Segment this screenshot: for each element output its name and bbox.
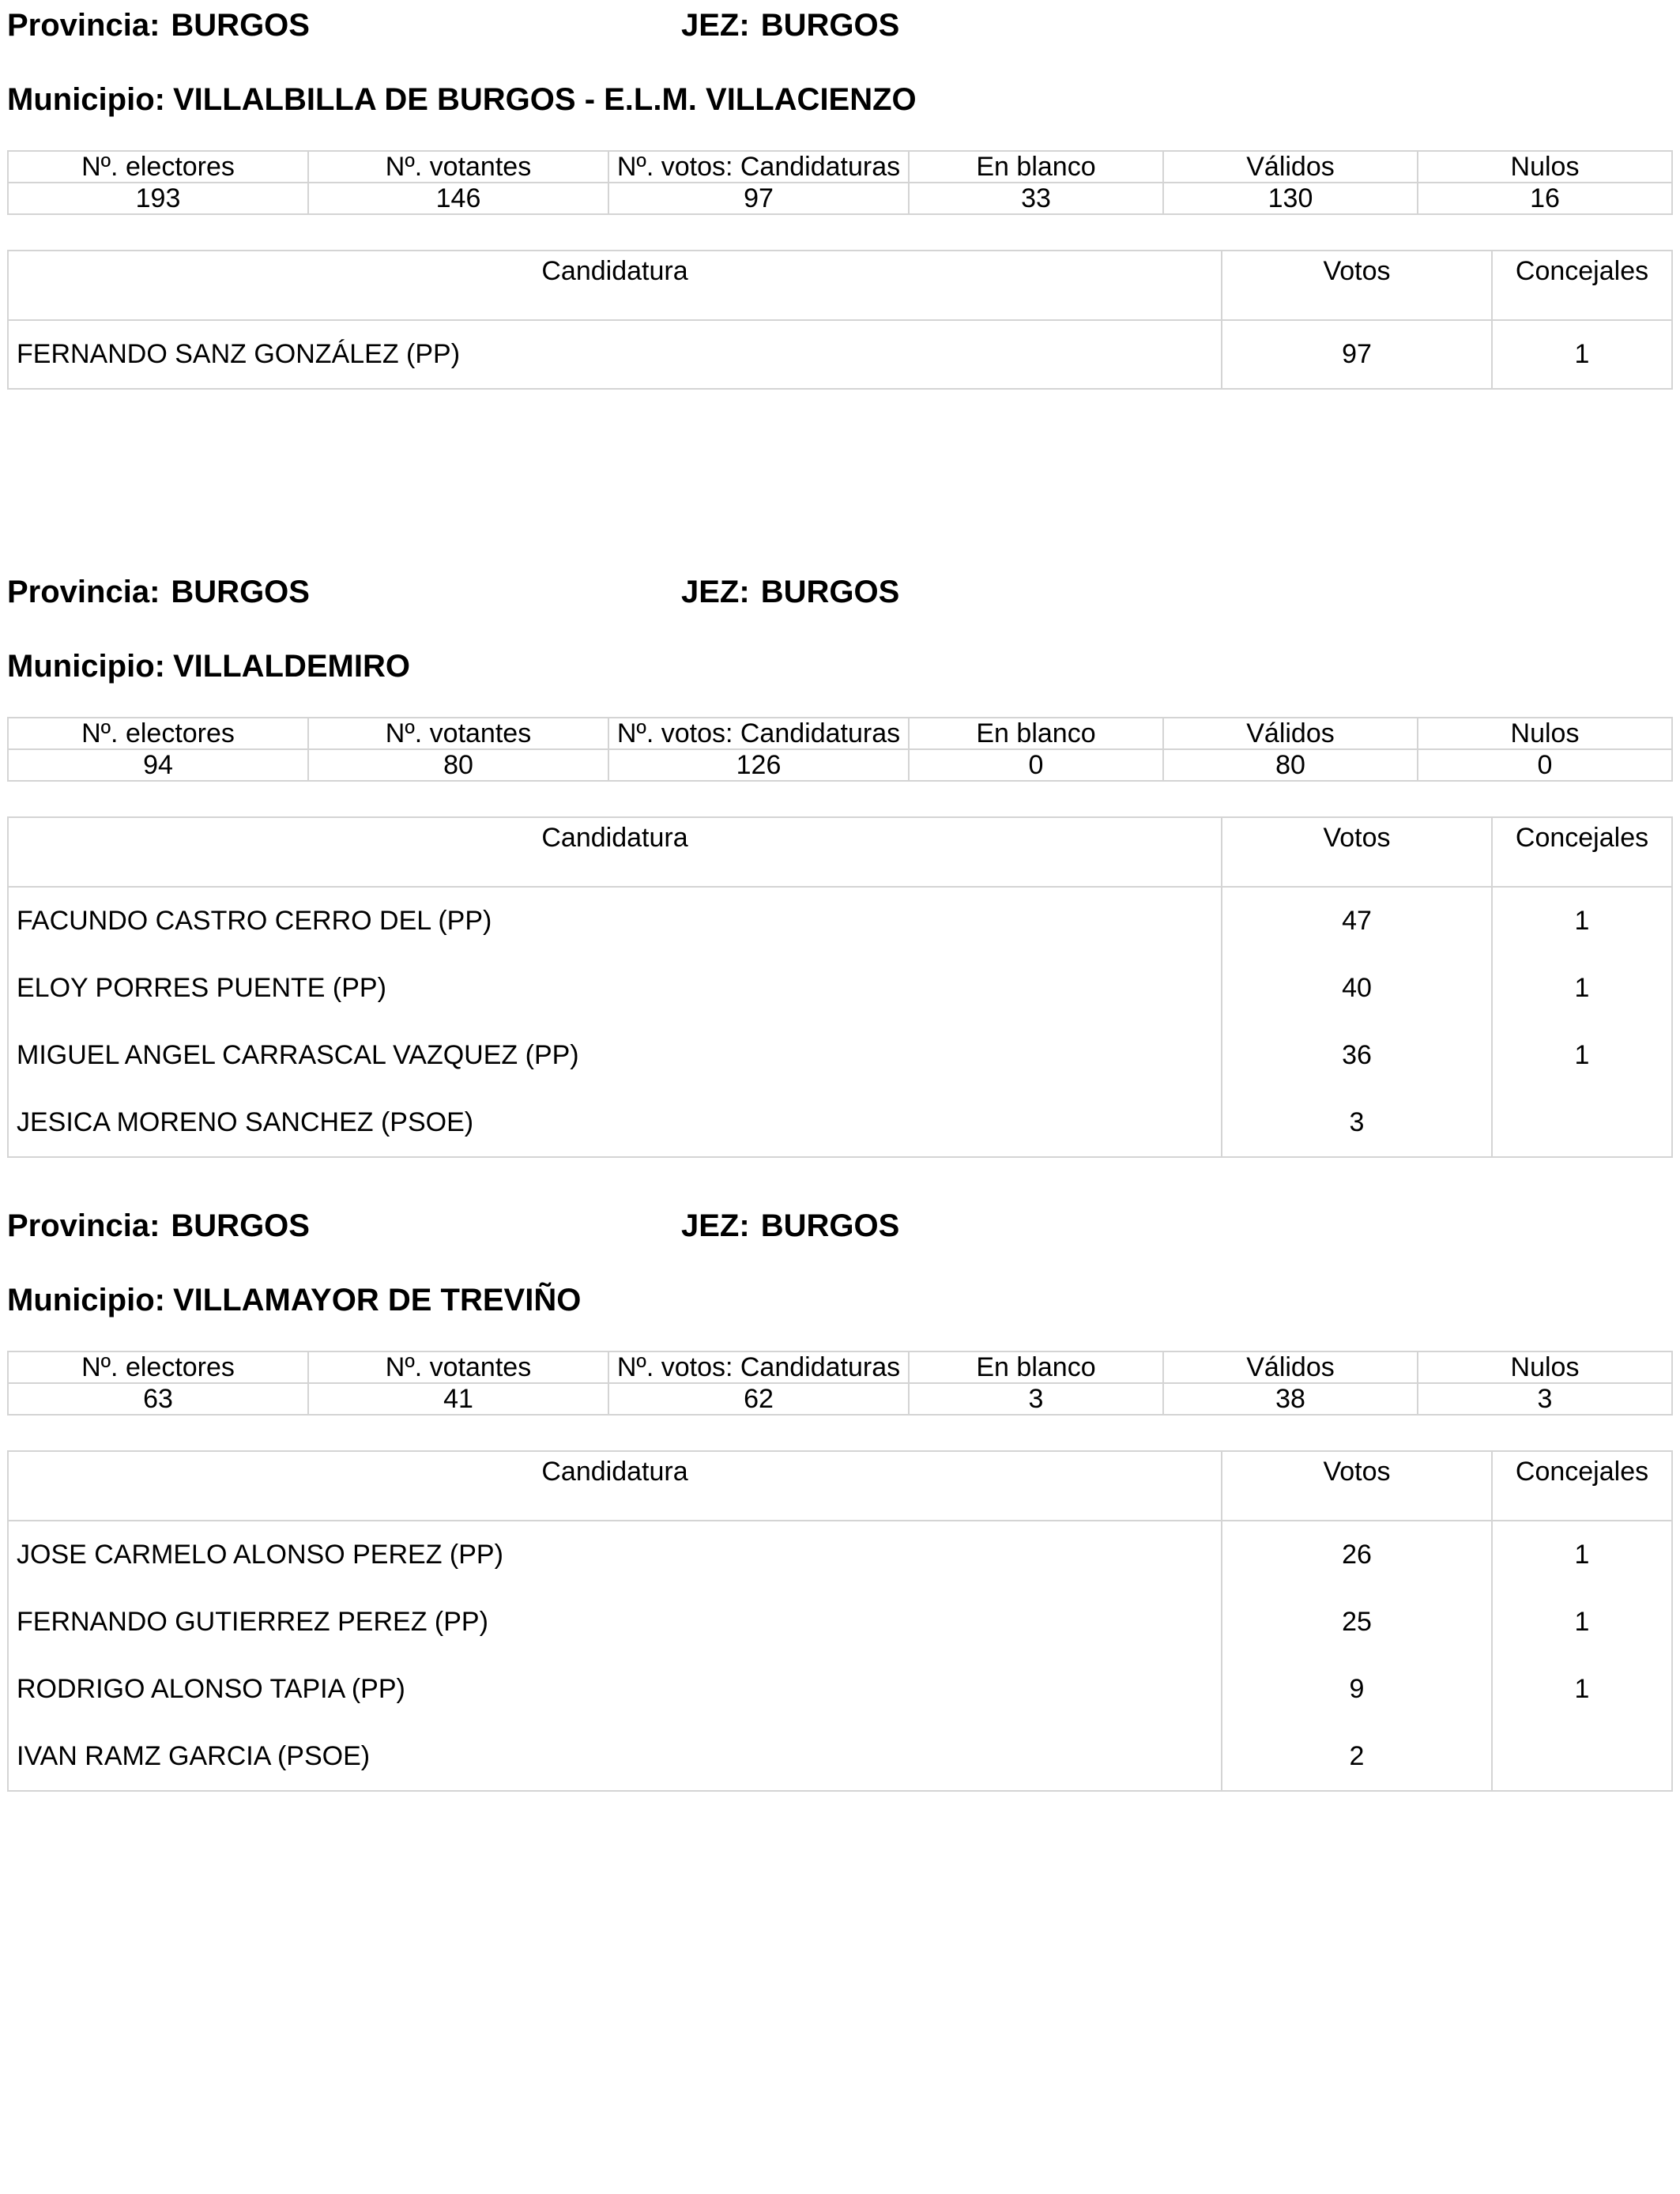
candidate-row xyxy=(8,887,1672,955)
stats-header-row xyxy=(8,151,1672,183)
jez-heading: JEZ: BURGOS xyxy=(681,575,900,609)
candidate-concejales: 1 xyxy=(1492,1656,1672,1723)
candidate-votos: 47 xyxy=(1222,887,1492,955)
candidate-name: FACUNDO CASTRO CERRO DEL (PP) xyxy=(8,887,1222,955)
candidate-name: MIGUEL ANGEL CARRASCAL VAZQUEZ (PP) xyxy=(8,1022,1222,1089)
stat-votos-candidaturas: 62 xyxy=(608,1383,909,1415)
stat-nulos: 3 xyxy=(1418,1383,1672,1415)
stat-validos: 38 xyxy=(1163,1383,1418,1415)
candidates-table xyxy=(7,1450,1673,1792)
col-concejales: Concejales xyxy=(1492,251,1672,320)
candidates-table xyxy=(7,816,1673,1158)
candidate-votos: 26 xyxy=(1222,1521,1492,1589)
stat-header-en-blanco: En blanco xyxy=(909,151,1163,183)
stats-value-row xyxy=(8,1383,1672,1415)
provincia-value: BURGOS xyxy=(171,8,310,43)
provincia-heading: Provincia: BURGOS xyxy=(7,8,310,43)
candidate-row xyxy=(8,320,1672,389)
municipio-heading: Municipio: VILLALDEMIRO xyxy=(7,649,410,684)
municipio-value: VILLAMAYOR DE TREVIÑO xyxy=(172,1283,582,1318)
provincia-heading: Provincia: BURGOS xyxy=(7,575,310,609)
col-candidatura: Candidatura xyxy=(8,251,1222,320)
municipio-value: VILLALBILLA DE BURGOS - E.L.M. VILLACIENZO xyxy=(172,82,917,117)
candidate-concejales: 1 xyxy=(1492,1589,1672,1656)
stat-header-en-blanco: En blanco xyxy=(909,1351,1163,1383)
candidate-name: RODRIGO ALONSO TAPIA (PP) xyxy=(8,1656,1222,1723)
stat-header-validos: Válidos xyxy=(1163,718,1418,749)
stats-table xyxy=(7,717,1673,782)
stat-header-votos-candidaturas: Nº. votos: Candidaturas xyxy=(608,1351,909,1383)
stat-en-blanco: 3 xyxy=(909,1383,1163,1415)
stats-table xyxy=(7,150,1673,215)
stat-header-nulos: Nulos xyxy=(1418,1351,1672,1383)
municipio-value: VILLALDEMIRO xyxy=(172,649,410,684)
col-concejales: Concejales xyxy=(1492,817,1672,887)
candidate-row xyxy=(8,955,1672,1022)
stat-validos: 130 xyxy=(1163,183,1418,214)
stat-en-blanco: 33 xyxy=(909,183,1163,214)
candidate-name: JESICA MORENO SANCHEZ (PSOE) xyxy=(8,1089,1222,1157)
stat-votantes: 41 xyxy=(308,1383,608,1415)
candidate-votos: 25 xyxy=(1222,1589,1492,1656)
stat-validos: 80 xyxy=(1163,749,1418,781)
stat-votos-candidaturas: 97 xyxy=(608,183,909,214)
col-votos: Votos xyxy=(1222,817,1492,887)
candidate-votos: 9 xyxy=(1222,1656,1492,1723)
stat-header-votantes: Nº. votantes xyxy=(308,1351,608,1383)
stat-header-nulos: Nulos xyxy=(1418,718,1672,749)
candidate-row xyxy=(8,1089,1672,1157)
candidate-name: JOSE CARMELO ALONSO PEREZ (PP) xyxy=(8,1521,1222,1589)
municipio-heading: Municipio: VILLAMAYOR DE TREVIÑO xyxy=(7,1283,582,1318)
stat-header-en-blanco: En blanco xyxy=(909,718,1163,749)
stat-header-votantes: Nº. votantes xyxy=(308,151,608,183)
stat-header-votos-candidaturas: Nº. votos: Candidaturas xyxy=(608,718,909,749)
provincia-heading: Provincia: BURGOS xyxy=(7,1208,310,1243)
stat-votos-candidaturas: 126 xyxy=(608,749,909,781)
candidate-row xyxy=(8,1022,1672,1089)
candidate-concejales xyxy=(1492,1089,1672,1157)
stat-header-validos: Válidos xyxy=(1163,151,1418,183)
stats-header-row xyxy=(8,1351,1672,1383)
stats-value-row xyxy=(8,183,1672,214)
candidate-votos: 3 xyxy=(1222,1089,1492,1157)
candidate-concejales: 1 xyxy=(1492,320,1672,389)
stat-header-votos-candidaturas: Nº. votos: Candidaturas xyxy=(608,151,909,183)
stat-nulos: 16 xyxy=(1418,183,1672,214)
jez-value: BURGOS xyxy=(760,575,900,609)
candidate-concejales: 1 xyxy=(1492,1521,1672,1589)
stat-votantes: 146 xyxy=(308,183,608,214)
col-votos: Votos xyxy=(1222,251,1492,320)
col-candidatura: Candidatura xyxy=(8,817,1222,887)
candidate-concejales: 1 xyxy=(1492,1022,1672,1089)
candidates-header-row xyxy=(8,1451,1672,1521)
col-concejales: Concejales xyxy=(1492,1451,1672,1521)
candidate-name: FERNANDO SANZ GONZÁLEZ (PP) xyxy=(8,320,1222,389)
stat-header-nulos: Nulos xyxy=(1418,151,1672,183)
jez-value: BURGOS xyxy=(760,1208,900,1243)
candidate-row xyxy=(8,1521,1672,1589)
col-votos: Votos xyxy=(1222,1451,1492,1521)
candidate-row xyxy=(8,1589,1672,1656)
candidate-votos: 2 xyxy=(1222,1723,1492,1791)
stats-value-row xyxy=(8,749,1672,781)
candidates-header-row xyxy=(8,817,1672,887)
stat-electores: 63 xyxy=(8,1383,308,1415)
stat-electores: 94 xyxy=(8,749,308,781)
stat-header-electores: Nº. electores xyxy=(8,151,308,183)
provincia-value: BURGOS xyxy=(171,1208,310,1243)
stat-en-blanco: 0 xyxy=(909,749,1163,781)
candidate-concejales: 1 xyxy=(1492,955,1672,1022)
candidate-concejales: 1 xyxy=(1492,887,1672,955)
jez-heading: JEZ: BURGOS xyxy=(681,8,900,43)
candidate-votos: 40 xyxy=(1222,955,1492,1022)
stat-header-electores: Nº. electores xyxy=(8,718,308,749)
stat-header-votantes: Nº. votantes xyxy=(308,718,608,749)
stat-header-electores: Nº. electores xyxy=(8,1351,308,1383)
stat-header-validos: Válidos xyxy=(1163,1351,1418,1383)
candidate-row xyxy=(8,1723,1672,1791)
provincia-value: BURGOS xyxy=(171,575,310,609)
col-candidatura: Candidatura xyxy=(8,1451,1222,1521)
stat-votantes: 80 xyxy=(308,749,608,781)
municipio-heading: Municipio: VILLALBILLA DE BURGOS - E.L.M. VILLACIENZO xyxy=(7,82,917,117)
stat-electores: 193 xyxy=(8,183,308,214)
candidates-table xyxy=(7,250,1673,390)
candidate-row xyxy=(8,1656,1672,1723)
candidate-name: ELOY PORRES PUENTE (PP) xyxy=(8,955,1222,1022)
candidate-name: IVAN RAMZ GARCIA (PSOE) xyxy=(8,1723,1222,1791)
jez-value: BURGOS xyxy=(760,8,900,43)
candidate-votos: 36 xyxy=(1222,1022,1492,1089)
candidates-header-row xyxy=(8,251,1672,320)
candidate-concejales xyxy=(1492,1723,1672,1791)
stats-table xyxy=(7,1351,1673,1416)
stats-header-row xyxy=(8,718,1672,749)
stat-nulos: 0 xyxy=(1418,749,1672,781)
candidate-votos: 97 xyxy=(1222,320,1492,389)
jez-heading: JEZ: BURGOS xyxy=(681,1208,900,1243)
candidate-name: FERNANDO GUTIERREZ PEREZ (PP) xyxy=(8,1589,1222,1656)
